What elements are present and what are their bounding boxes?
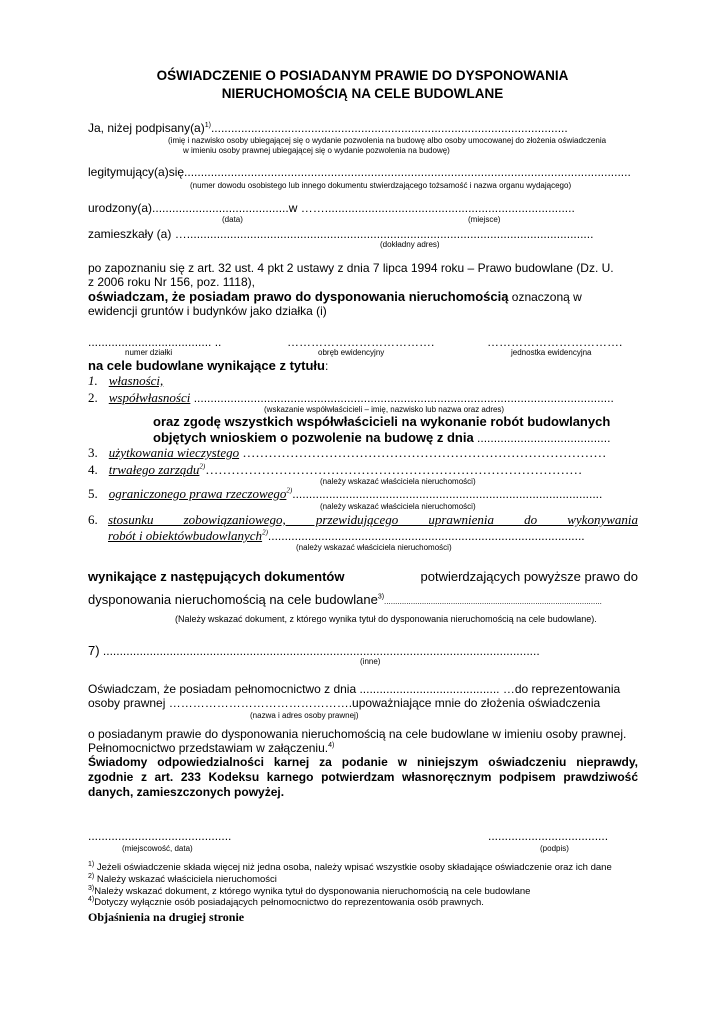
item-3-perpetual-usufruct: użytkowania wieczystego	[108, 445, 240, 460]
item-3	[88, 445, 606, 461]
parcel-precinct-hint: obręb ewidencyjny	[318, 348, 385, 357]
item-7-number: 7)	[88, 643, 100, 658]
birth-in-label: w	[288, 201, 298, 215]
identity-line	[88, 165, 631, 179]
awareness-line1: Świadomy odpowiedzialności karnej za podanie w niniejszym oświadczeniu nieprawdy,	[88, 755, 638, 769]
item-5-hint: (należy wskazać właściciela nieruchomości)	[320, 502, 476, 511]
footnote-1: $^{1)}$ Jeżeli oświadczenie składa więcej niż jedna osoba, należy wpisać wszystkie osoby składające oświadczenie oraz ich dane	[88, 860, 612, 873]
signature-field[interactable]: ....................................	[488, 829, 609, 843]
item-6-field[interactable]: ...............................................................................................	[267, 529, 585, 543]
parcel-precinct-field[interactable]: ……………………………….	[287, 335, 435, 349]
item-4	[88, 462, 582, 478]
place-date-hint: (miejscowość, data)	[122, 844, 193, 853]
item-3-field[interactable]: …………………………………………………………………………	[239, 445, 607, 460]
documents-hint: (Należy wskazać dokument, z którego wynika tytuł do dysponowania nieruchomością na cele budowlane).	[175, 614, 597, 624]
item-6-obligation-relationship: stosunku zobowiązaniowego, przewidującego uprawnienia do wykonywania	[108, 512, 638, 527]
identity-document-field[interactable]: ......................................................................................................................................	[184, 165, 631, 179]
footnote-ref-4: 4)	[328, 742, 335, 749]
item-4-hint: (należy wskazać właściciela nieruchomości)	[320, 477, 476, 486]
item-2	[88, 390, 614, 406]
applicant-name-field[interactable]: ...........................................................................................................	[210, 121, 568, 135]
place-date-field[interactable]: ...........................................	[88, 829, 232, 843]
poa-line3: o posiadanym prawie do dysponowania nieruchomością na cele budowlane w imieniu osoby prawnej.	[88, 727, 627, 741]
poa-line1[interactable]: Oświadczam, że posiadam pełnomocnictwo z dnia .......................................... …do reprezentowania	[88, 682, 621, 696]
item-2-co-owners-field[interactable]: ..............................................................................................................................	[190, 391, 614, 405]
documents-field[interactable]: ..................................................................................................	[384, 597, 602, 606]
applicant-line	[88, 121, 568, 135]
declare-line	[88, 289, 582, 304]
footnote-4: $^{4)}$Dotyczy wyłącznie osób posiadających pełnomocnictwo do reprezentowania osób prawnych.	[88, 895, 484, 908]
parcel-number-hint: numer działki	[125, 348, 173, 357]
poa-line4: Pełnomocnictwo przedstawiam w załączeniu.$^{4)}$	[88, 741, 335, 755]
awareness-line3: danych, zamieszczonych powyżej.	[88, 785, 285, 799]
item-4-number: 4.	[88, 462, 98, 477]
other-hint: (inne)	[360, 657, 381, 666]
footnote-3: $^{3)}$Należy wskazać dokument, z którego wynika tytuł do dysponowania nieruchomością na cele budowlane	[88, 884, 531, 897]
footnote-ref-2b: 2)	[286, 486, 293, 495]
consent-date-field[interactable]: ........................................	[473, 431, 611, 445]
poa-line2[interactable]: osoby prawnej ……………………………………….upoważniające mnie do złożenia oświadczenia	[88, 696, 601, 710]
awareness-line2: zgodnie z art. 233 Kodeksu karnego potwierdzam własnoręcznym podpisem prawdziwość	[88, 770, 638, 784]
birth-date-field[interactable]: .........................................	[152, 201, 289, 215]
item-5	[88, 486, 602, 502]
identity-hint: (numer dowodu osobistego lub innego dokumentu stwierdzającego tożsamość i nazwa organu wydającego)	[190, 181, 572, 190]
applicant-hint-2: w imieniu osoby prawnej ubiegającej się o wydanie pozwolenia na budowę)	[183, 146, 450, 155]
birth-place-hint: (miejsce)	[468, 215, 501, 224]
footnote-ref-2a: 2)	[199, 462, 206, 471]
birth-label: urodzony(a)	[88, 201, 153, 215]
residence-line	[88, 227, 593, 241]
intro-line4: ewidencji gruntów i budynków jako działka (i)	[88, 304, 327, 318]
declare-rest: oznaczoną w	[508, 290, 582, 304]
item-5-limited-property-right: ograniczonego prawa rzeczowego	[108, 486, 287, 501]
other-line	[88, 643, 540, 658]
document-title-line1: OŚWIADCZENIE O POSIADANYM PRAWIE DO DYSPONOWANIA	[156, 68, 569, 83]
item-6-number: 6.	[88, 512, 98, 527]
item-2-number: 2.	[88, 390, 98, 405]
parcel-number-field[interactable]: ..................................... ..	[88, 335, 222, 349]
item-4-permanent-management: trwałego zarządu	[108, 462, 200, 477]
footnote-ref-1: 1)	[204, 122, 211, 129]
item-1-ownership: własności,	[108, 373, 164, 388]
document-title-line2: NIERUCHOMOŚCIĄ NA CELE BUDOWLANE	[221, 86, 504, 101]
residence-hint: (dokładny adres)	[380, 240, 440, 249]
residence-address-field[interactable]: …..........................................................................................................................	[174, 227, 594, 241]
legal-title-header: na cele budowlane wynikające z tytułu:	[88, 358, 329, 373]
item-3-number: 3.	[88, 445, 98, 460]
item-6-line2: robót i obiektówbudowlanych$^{2)}$...............................................................................................	[108, 528, 585, 543]
footnote-2: $^{2)}$ Należy wskazać właściciela nieruchomości	[88, 872, 277, 885]
birth-place-field[interactable]: ……...........................................................................	[297, 201, 575, 215]
consent-line1: oraz zgodę wszystkich współwłaścicieli na wykonanie robót budowlanych	[153, 414, 611, 429]
consent-line2: objętych wnioskiem o pozwolenie na budowę z dnia ........................................	[153, 430, 611, 445]
intro-line1: po zapoznaniu się z art. 32 ust. 4 pkt 2 ustawy z dnia 7 lipca 1994 roku – Prawo budowlane (Dz. U.	[88, 261, 614, 275]
applicant-hint-1: (imię i nazwisko osoby ubiegającej się o wydanie pozwolenia na budowę albo osoby umocowanej do złożenia oświadczenia	[168, 136, 607, 145]
other-field[interactable]: ...................................................................................................................................	[99, 644, 540, 658]
applicant-label: Ja, niżej podpisany(a)	[88, 121, 205, 135]
identity-label: legitymujący(a)się	[88, 165, 185, 179]
birth-date-hint: (data)	[222, 215, 243, 224]
declare-statement: oświadczam, że posiadam prawo do dysponowania nieruchomością	[88, 289, 509, 304]
item-2-hint: (wskazanie współwłaścicieli – imię, nazwisko lub nazwa oraz adres)	[264, 405, 505, 414]
item-5-number: 5.	[88, 486, 98, 501]
item-6-hint: (należy wskazać właściciela nieruchomości)	[296, 543, 452, 552]
footnote-ref-2c: 2)	[262, 528, 268, 537]
parcel-unit-hint: jednostka ewidencyjna	[511, 348, 592, 357]
birth-line	[88, 201, 575, 215]
explanations-note: Objaśnienia na drugiej stronie	[88, 910, 245, 924]
documents-line2: dysponowania nieruchomością na cele budowlane$^{3)}$..................................................................................................	[88, 592, 602, 607]
residence-label: zamieszkały (a)	[88, 227, 175, 241]
item-1-number: 1.	[88, 373, 98, 388]
item-1	[88, 373, 163, 389]
signature-hint: (podpis)	[540, 844, 569, 853]
footnote-ref-3: 3)	[377, 593, 385, 601]
item-2-co-ownership: współwłasności	[108, 390, 191, 405]
poa-hint: (nazwa i adres osoby prawnej)	[250, 711, 359, 720]
item-4-field[interactable]: ……………………………………………………………………………	[205, 462, 583, 477]
documents-line1: wynikające z następujących dokumentów potwierdzających powyższe prawo do	[88, 569, 638, 584]
parcel-unit-field[interactable]: …………………………….	[487, 335, 623, 349]
item-5-field[interactable]: .............................................................................................	[292, 487, 603, 501]
intro-line2: z 2006 roku Nr 156, poz. 1118),	[88, 275, 255, 289]
